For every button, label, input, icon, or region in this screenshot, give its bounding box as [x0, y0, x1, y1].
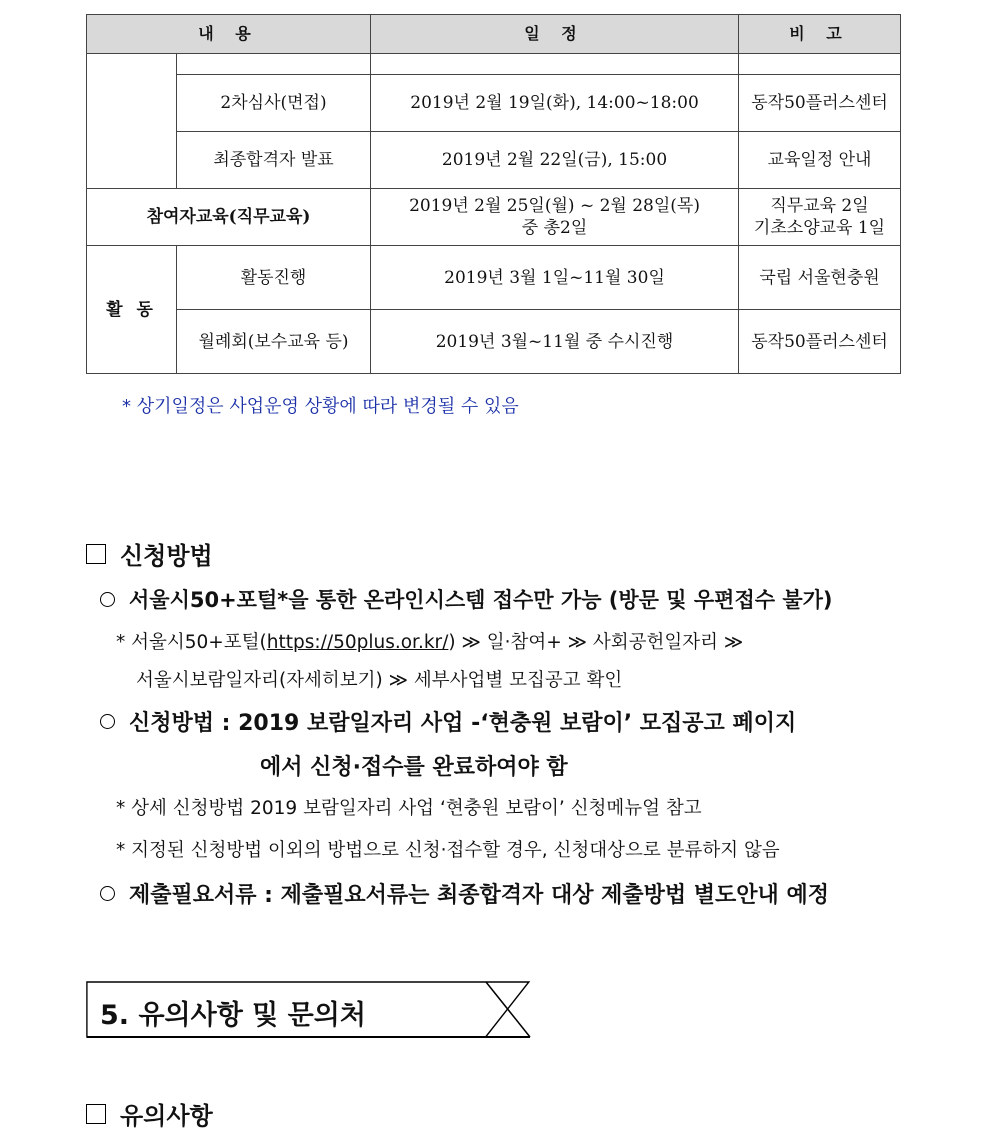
group-cell-activity: 활 동 — [87, 246, 177, 374]
table-cell: 최종합격자 발표 — [177, 132, 371, 189]
table-cell — [739, 189, 901, 246]
caution-heading-row — [86, 1096, 213, 1131]
section-banner — [86, 981, 532, 1039]
portal-link[interactable]: https://50plus.or.kr/ — [266, 632, 449, 653]
table-cell — [739, 54, 901, 75]
table-cell: 2019년 2월 22일(금), 15:00 — [371, 132, 739, 189]
cell-line: 기초소양교육 1일 — [753, 218, 886, 238]
cell-line: 직무교육 2일 — [770, 196, 869, 216]
table-cell: 참여자교육(직무교육) — [87, 189, 371, 246]
header-note: 비 고 — [739, 15, 901, 54]
bullet-text: 신청방법 : 2019 보람일자리 사업 -‘현충원 보람이’ 모집공고 페이지 — [129, 711, 797, 736]
apply-bullet-3 — [100, 878, 829, 909]
table-cell: 동작50플러스센터 — [739, 75, 901, 132]
cell-line: 2019년 2월 25일(월) ~ 2월 28일(목) — [409, 196, 700, 216]
apply-bullet-2 — [100, 706, 796, 737]
apply-note-1 — [116, 628, 743, 654]
circle-bullet-icon — [100, 592, 115, 607]
header-schedule: 일 정 — [371, 15, 739, 54]
group-cell-empty — [87, 54, 177, 189]
table-cell: 동작50플러스센터 — [739, 310, 901, 374]
circle-bullet-icon — [100, 714, 115, 729]
bullet-2-line2: 에서 신청·접수를 완료하여야 함 — [260, 755, 568, 780]
table-cell: 월례회(보수교육 등) — [177, 310, 371, 374]
table-cell — [371, 189, 739, 246]
table-cell: 2019년 3월 1일~11월 30일 — [371, 246, 739, 310]
table-cell: 교육일정 안내 — [739, 132, 901, 189]
header-content: 내 용 — [87, 15, 371, 54]
bullet-text: 서울시50+포털*을 통한 온라인시스템 접수만 가능 (방문 및 우편접수 불가) — [129, 588, 833, 612]
caution-heading: 유의사항 — [120, 1102, 213, 1130]
table-cell: 2019년 3월~11월 중 수시진행 — [371, 310, 739, 374]
apply-heading-row — [86, 536, 213, 571]
schedule-table — [86, 14, 901, 374]
schedule-note: * 상기일정은 사업운영 상황에 따라 변경될 수 있음 — [122, 396, 519, 417]
section-title: 5. 유의사항 및 문의처 — [100, 1000, 366, 1031]
apply-note-1-line2: 서울시보람일자리(자세히보기) ≫ 세부사업별 모집공고 확인 — [136, 670, 623, 691]
bullet-text: 제출필요서류 : 제출필요서류는 최종합격자 대상 제출방법 별도안내 예정 — [129, 883, 829, 908]
table-cell — [177, 54, 371, 75]
apply-heading: 신청방법 — [120, 542, 213, 570]
circle-bullet-icon — [100, 886, 115, 901]
square-bullet-icon — [86, 544, 106, 564]
apply-note-2: * 상세 신청방법 2019 보람일자리 사업 ‘현충원 보람이’ 신청메뉴얼 참고 — [116, 798, 702, 819]
table-cell: 2차심사(면접) — [177, 75, 371, 132]
note-prefix: * 서울시50+포털( — [116, 632, 267, 653]
apply-note-3: * 지정된 신청방법 이외의 방법으로 신청·접수할 경우, 신청대상으로 분류하지 않음 — [116, 840, 780, 861]
note-suffix: ) ≫ 일·참여+ ≫ 사회공헌일자리 ≫ — [448, 632, 744, 653]
table-cell: 활동진행 — [177, 246, 371, 310]
table-cell: 국립 서울현충원 — [739, 246, 901, 310]
apply-bullet-1 — [100, 584, 833, 614]
table-cell — [371, 54, 739, 75]
square-bullet-icon — [86, 1104, 106, 1124]
table-cell: 2019년 2월 19일(화), 14:00~18:00 — [371, 75, 739, 132]
cell-line: 중 총2일 — [521, 218, 588, 238]
